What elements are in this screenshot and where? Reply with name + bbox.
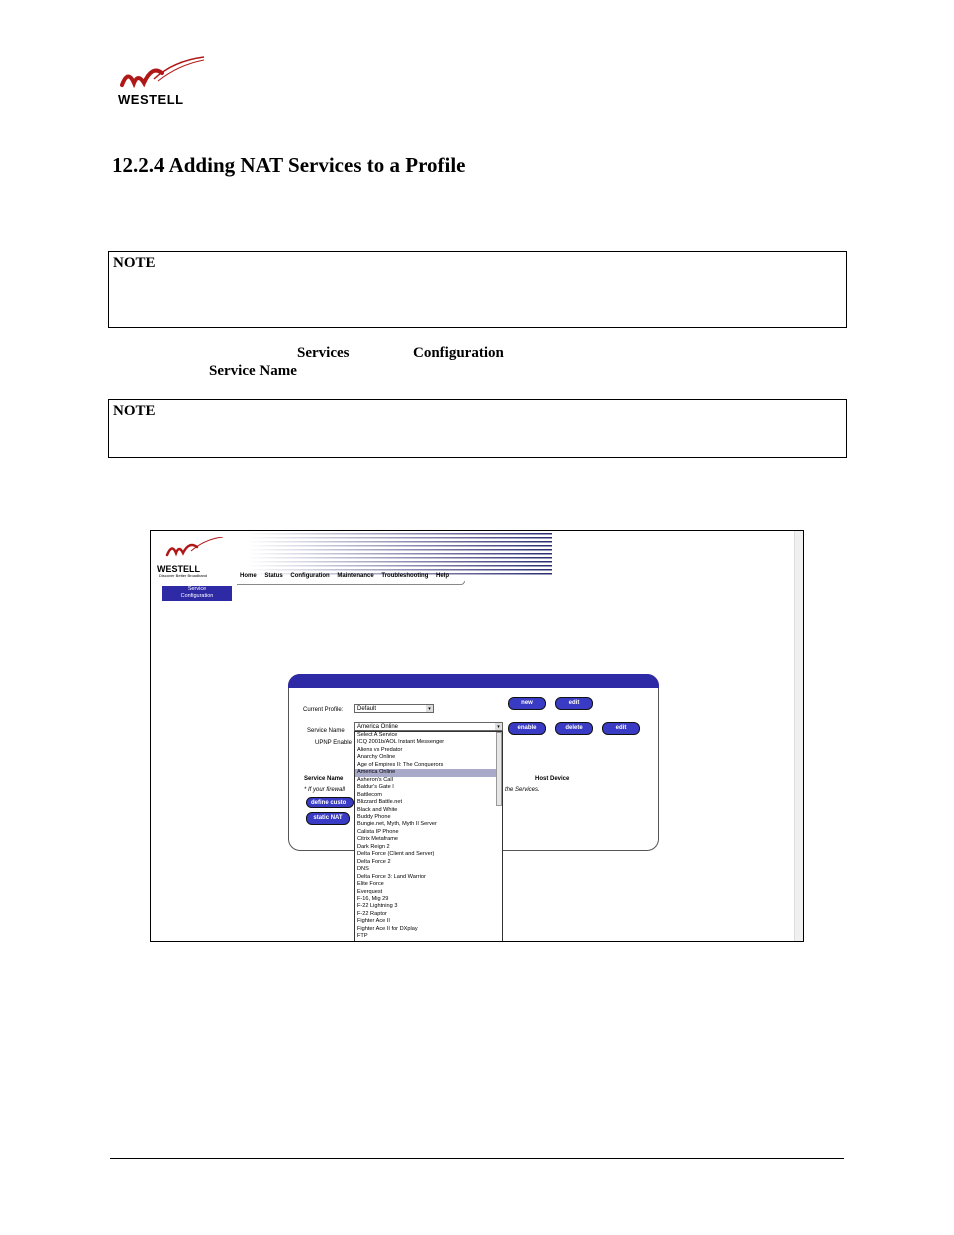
define-custom-button[interactable]: define custo — [306, 797, 354, 808]
service-option[interactable]: Asheron's Call — [357, 776, 393, 783]
footer-divider — [110, 1158, 844, 1159]
firewall-note: * If your firewall — [304, 787, 346, 793]
note-box-1 — [108, 251, 847, 328]
service-option[interactable]: Delta Force 3: Land Warrior — [357, 873, 426, 880]
term-service-name: Service Name — [209, 363, 297, 379]
chevron-down-icon: ▾ — [426, 705, 433, 712]
service-option[interactable]: F-22 Raptor — [357, 910, 387, 917]
dropdown-scrollbar[interactable] — [496, 732, 502, 806]
service-option[interactable]: Aliens vs Predator — [357, 746, 403, 753]
service-dropdown-list[interactable] — [354, 731, 503, 942]
edit-profile-button[interactable]: edit — [555, 697, 593, 710]
panel-header — [288, 674, 659, 688]
chevron-down-icon: ▾ — [495, 723, 502, 730]
current-profile-select[interactable]: Default ▾ — [354, 704, 434, 713]
service-option[interactable]: Elite Force — [357, 881, 384, 888]
side-tab-service-configuration[interactable]: Service Configuration — [162, 586, 232, 601]
service-option[interactable]: America Online — [355, 769, 502, 776]
nav-underline — [237, 581, 465, 585]
service-option[interactable]: Blizzard Battle.net — [357, 799, 403, 806]
service-option[interactable]: Bungie.net, Myth, Myth II Server — [357, 821, 437, 828]
service-option[interactable]: Everquest — [357, 888, 383, 895]
service-option[interactable]: ICQ 2001b/AOL Instant Messenger — [357, 739, 445, 746]
term-services: Services — [297, 345, 350, 361]
services-note: the Services. — [505, 787, 540, 793]
mini-tagline: Discover Better Broadband — [159, 573, 208, 578]
service-option[interactable]: Dark Reign 2 — [357, 843, 390, 850]
banner-stripes — [247, 531, 552, 575]
nav-status[interactable]: Status — [264, 573, 283, 579]
service-name-select[interactable]: America Online ▾ — [354, 722, 503, 731]
nav-home[interactable]: Home — [240, 573, 257, 579]
service-option[interactable]: Buddy Phone — [357, 813, 391, 820]
delete-button[interactable]: delete — [555, 722, 593, 735]
service-option[interactable]: Age of Empires II: The Conquerors — [357, 761, 444, 768]
new-button[interactable]: new — [508, 697, 546, 710]
note-label: NOTE — [113, 403, 156, 419]
service-option[interactable]: Select A Service — [357, 732, 398, 738]
service-option[interactable]: Citrix Metaframe — [357, 836, 399, 843]
service-option[interactable]: Calista IP Phone — [357, 828, 399, 835]
service-option[interactable]: Anarchy Online — [357, 754, 396, 761]
service-option[interactable]: DNS — [357, 866, 369, 873]
service-option[interactable]: Fighter Ace II — [357, 918, 390, 925]
service-option[interactable]: F-16, Mig 29 — [357, 895, 389, 902]
note-box-2 — [108, 399, 847, 458]
mini-brand: WESTELL — [157, 564, 200, 574]
nav-troubleshooting[interactable]: Troubleshooting — [381, 573, 429, 579]
service-option[interactable]: Battlecom — [357, 791, 382, 798]
page-scrollbar[interactable] — [794, 531, 804, 941]
service-option[interactable]: Black and White — [357, 806, 398, 813]
service-option[interactable]: Delta Force (Client and Server) — [357, 851, 435, 858]
edit-service-button[interactable]: edit — [602, 722, 640, 735]
nav-maintenance[interactable]: Maintenance — [337, 573, 374, 579]
host-device-column-header: Host Device — [535, 776, 570, 782]
router-screenshot — [150, 530, 804, 942]
service-option[interactable]: Delta Force 2 — [357, 858, 391, 865]
service-name-column-header: Service Name — [304, 776, 344, 782]
service-option[interactable]: Fighter Ace II for DXplay — [357, 925, 418, 932]
westell-logo-icon — [165, 537, 225, 565]
term-configuration: Configuration — [413, 345, 504, 361]
enable-button[interactable]: enable — [508, 722, 546, 735]
brand-name: WESTELL — [118, 92, 184, 107]
service-name-label: Service Name — [307, 728, 345, 734]
nav-configuration[interactable]: Configuration — [290, 573, 330, 579]
section-heading: 12.2.4 Adding NAT Services to a Profile — [112, 153, 466, 177]
nav-help[interactable]: Help — [436, 573, 450, 579]
top-nav — [240, 573, 455, 579]
current-profile-label: Current Profile: — [303, 707, 344, 713]
service-option[interactable]: F-22 Lightning 3 — [357, 903, 398, 910]
static-nat-button[interactable]: static NAT — [306, 812, 350, 825]
note-label: NOTE — [113, 255, 156, 271]
service-option[interactable]: FTP — [357, 933, 368, 940]
upnp-label: UPNP Enable — [315, 740, 352, 746]
service-option[interactable]: Baldur's Gate I — [357, 784, 394, 791]
